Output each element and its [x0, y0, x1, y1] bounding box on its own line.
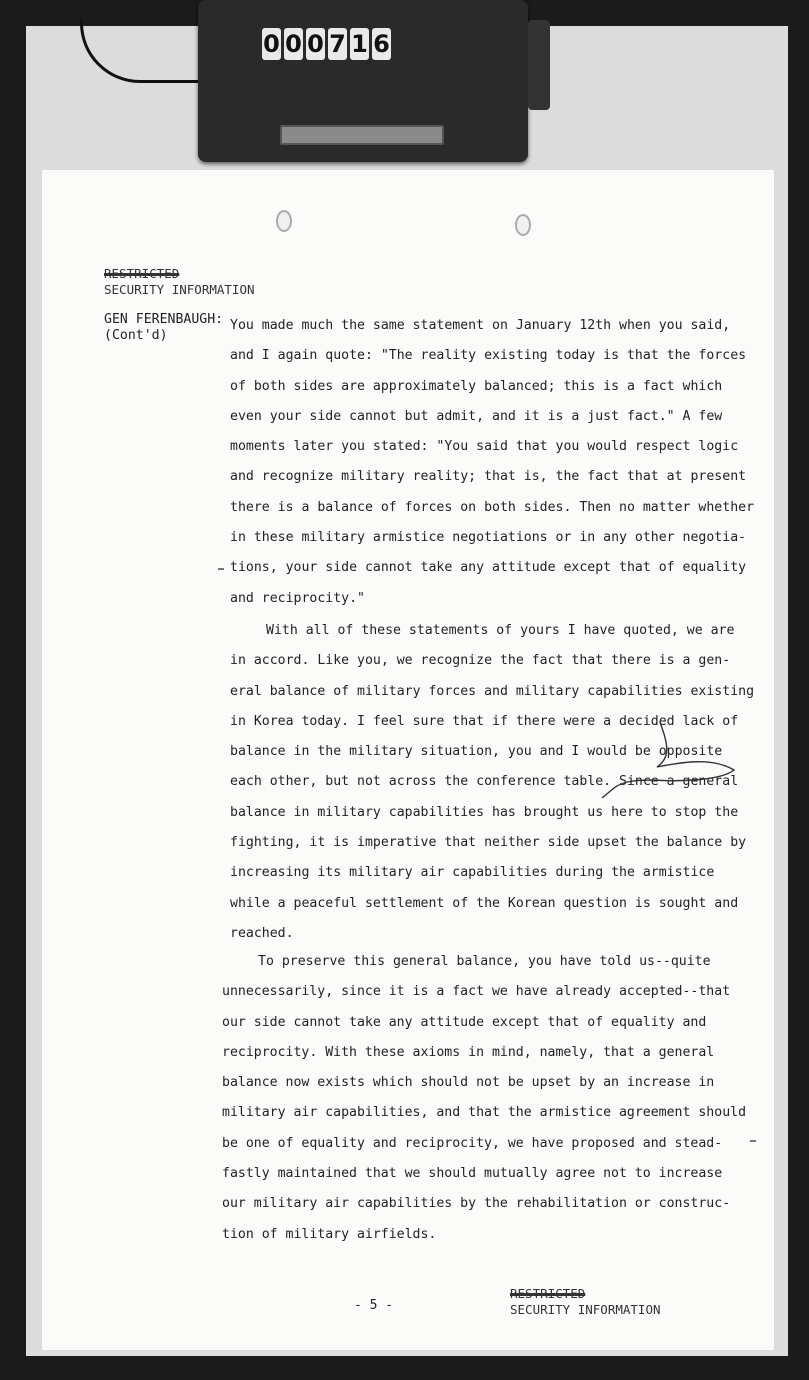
- punch-hole: [276, 210, 292, 232]
- frame-counter-digits: [262, 28, 391, 62]
- text-line: even your side cannot but admit, and it is a just fact." A few: [230, 408, 723, 424]
- counter-digit: 6: [373, 30, 390, 58]
- footer-restricted: RESTRICTED: [510, 1286, 586, 1301]
- text-line: eral balance of military forces and military capabilities existing: [230, 683, 755, 699]
- counter-knob: [528, 20, 550, 110]
- text-line: and reciprocity.": [230, 590, 365, 606]
- text-line: there is a balance of forces on both sides. Then no matter whether: [230, 499, 755, 515]
- text-line: With all of these statements of yours I have quoted, we are: [266, 623, 735, 638]
- text-line: be one of equality and reciprocity, we have proposed and stead-: [222, 1135, 723, 1151]
- text-line: in these military armistice negotiations or in any other negotia-: [230, 530, 747, 546]
- counter-digit: 0: [307, 30, 324, 58]
- text-line: moments later you stated: "You said that you would respect logic: [230, 439, 739, 455]
- text-line: in accord. Like you, we recognize the fact that there is a gen-: [230, 653, 731, 669]
- paragraph-3: [222, 947, 746, 1250]
- header-security-information: SECURITY INFORMATION: [104, 282, 255, 297]
- paragraph-1: [230, 311, 754, 614]
- text-line: and I again quote: "The reality existing today is that the forces: [230, 348, 747, 364]
- document-page: [42, 170, 774, 1350]
- counter-digit: 7: [329, 30, 346, 58]
- counter-digit: 1: [351, 30, 368, 58]
- text-line: while a peaceful settlement of the Korean question is sought and: [230, 895, 739, 911]
- text-line: military air capabilities, and that the armistice agreement should: [222, 1105, 747, 1121]
- text-line: You made much the same statement on January 12th when you said,: [230, 318, 731, 333]
- counter-slot: [280, 125, 444, 145]
- text-line: fighting, it is imperative that neither side upset the balance by: [230, 835, 747, 851]
- page-number: - 5 -: [354, 1298, 394, 1313]
- text-line: balance in the military situation, you and I would be opposite: [230, 744, 723, 760]
- text-line: tions, your side cannot take any attitude except that of equality: [230, 560, 747, 576]
- margin-mark: [750, 1140, 756, 1142]
- text-line: our military air capabilities by the rehabilitation or construc-: [222, 1196, 731, 1212]
- text-line: our side cannot take any attitude except that of equality and: [222, 1014, 707, 1030]
- speaker-name: GEN FERENBAUGH:: [104, 312, 224, 327]
- text-line: balance now exists which should not be upset by an increase in: [222, 1075, 715, 1091]
- margin-mark: [218, 568, 224, 570]
- speaker-label: [104, 312, 223, 344]
- counter-digit: 0: [263, 30, 280, 58]
- text-line: of both sides are approximately balanced; this is a fact which: [230, 378, 723, 394]
- punch-hole: [515, 214, 531, 236]
- text-line: reached.: [230, 925, 294, 941]
- text-line: To preserve this general balance, you have told us--quite: [258, 954, 711, 969]
- speaker-cont: (Cont'd): [104, 328, 168, 343]
- footer-security-information: SECURITY INFORMATION: [510, 1302, 661, 1317]
- text-line: balance in military capabilities has brought us here to stop the: [230, 804, 739, 820]
- text-line: in Korea today. I feel sure that if there were a decided lack of: [230, 713, 739, 729]
- text-line: unnecessarily, since it is a fact we have already accepted--that: [222, 984, 731, 1000]
- text-line: tion of military airfields.: [222, 1226, 437, 1242]
- header-restricted: RESTRICTED: [104, 266, 180, 281]
- text-line: increasing its military air capabilities during the armistice: [230, 865, 715, 881]
- text-line: fastly maintained that we should mutually agree not to increase: [222, 1166, 723, 1182]
- text-line: reciprocity. With these axioms in mind, namely, that a general: [222, 1044, 715, 1060]
- pen-scribble: [562, 722, 742, 812]
- header-classification: [104, 266, 255, 298]
- footer-classification: [510, 1286, 661, 1318]
- text-line: and recognize military reality; that is, the fact that at present: [230, 469, 747, 485]
- text-line: each other, but not across the conference table. Since a general: [230, 774, 739, 790]
- counter-digit: 0: [285, 30, 302, 58]
